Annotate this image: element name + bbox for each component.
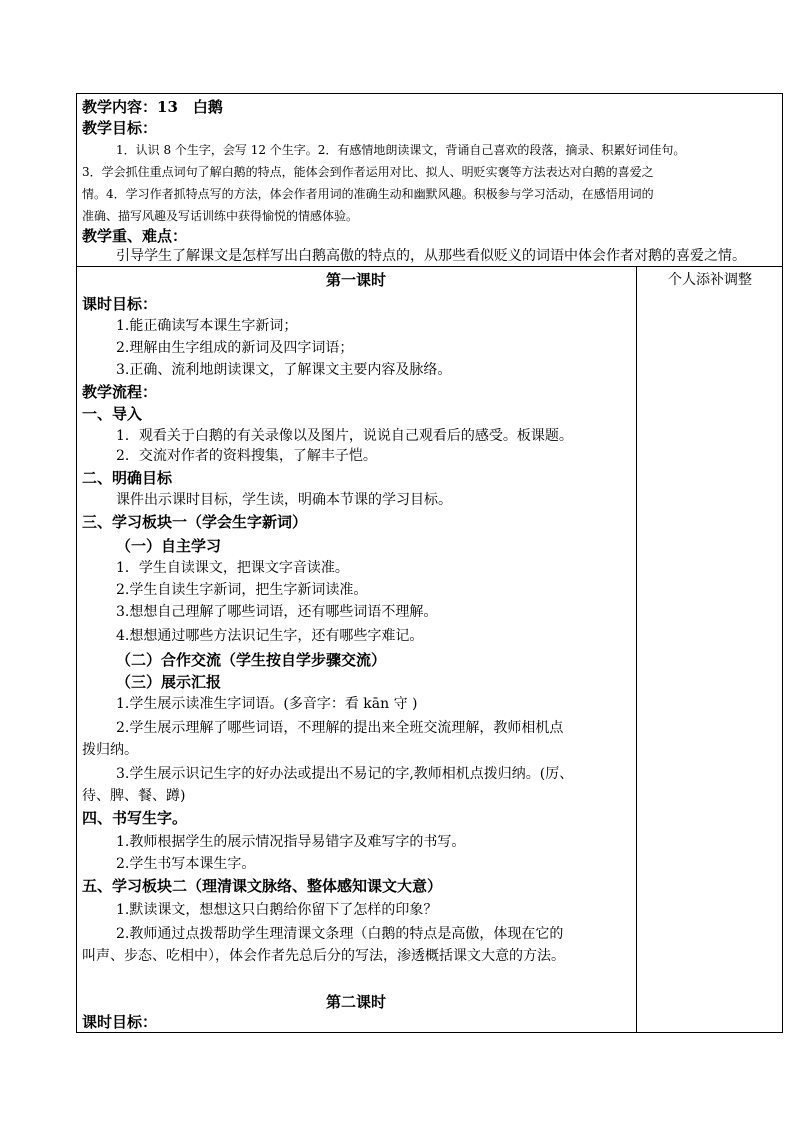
lesson1-goals-heading: 课时目标： [82,295,158,313]
subsection-heading: （二）合作交流（学生按自学步骤交流） [116,651,387,669]
lesson2-goals-heading: 课时目标： [82,1013,158,1031]
lesson1-goal-item: 3.正确、流利地朗读课文，了解课文主要内容及脉络。 [116,362,452,378]
lesson1-title: 第一课时 [325,271,386,289]
subsection-heading: （三）展示汇报 [116,673,222,691]
lesson1-goal-item: 1.能正确读写本课生字新词； [116,318,298,334]
lesson1-goal-item: 2.理解由生字组成的新词及四字词语； [116,340,354,356]
list-item: 1.教师根据学生的展示情况指导易错字及难写字的书写。 [116,834,466,850]
list-item: 2.学生书写本课生字。 [116,856,256,872]
list-item: 2．交流对作者的资料搜集，了解丰子恺。 [116,448,377,464]
goals-text-line: 准确、描写风趣及写话训练中获得愉悦的情感体验。 [82,209,359,223]
goals-text-line: 1．认识 8 个生字，会写 12 个生字。2．有感情地朗读课文，背诵自己喜欢的段落，摘录、积累好词佳句。 [116,143,686,157]
list-item: 2.学生自读生字新词，把生字新词读准。 [116,582,368,598]
list-item-continued: 待、脾、餐、蹲) [82,788,186,804]
list-item: 2.教师通过点拨帮助学生理清课文条理（白鹅的特点是高傲，体现在它的 [116,926,564,942]
goals-text-line: 情。4．学习作者抓特点写的方法，体会作者用词的准确生动和幽默风趣。积极参与学习活动，在感悟用词的 [82,187,654,201]
key-points-heading: 教学重、难点： [82,227,188,245]
content-title: 教学内容：13 白鹅 [82,98,223,116]
process-heading: 教学流程： [82,383,158,401]
list-item: 3.学生展示识记生字的好办法或提出不易记的字,教师相机点拨归纳。(厉、 [116,766,574,782]
list-item-continued: 拨归纳。 [82,742,138,758]
list-item: 1．学生自读课文，把课文字音读准。 [116,560,349,576]
list-item: 4.想想通过哪些方法识记生字，还有哪些字难记。 [116,628,424,644]
section-heading: 一、导入 [82,405,143,423]
goals-text-line: 3．学会抓住重点词句了解白鹅的特点，能体会到作者运用对比、拟人、明贬实褒等方法表达对白鹅的喜爱之 [82,165,654,179]
section-heading: 三、学习板块一（学会生字新词） [82,513,308,531]
section-heading: 二、明确目标 [82,469,173,487]
table-divider-vertical [636,266,637,1033]
list-item: 2.学生展示理解了哪些词语，不理解的提出来全班交流理解，教师相机点 [116,720,564,736]
section-heading: 五、学习板块二（理清课文脉络、整体感知课文大意） [82,877,443,895]
goals-heading: 教学目标： [82,119,158,137]
section-heading: 四、书写生字。 [82,809,188,827]
key-points-text: 引导学生了解课文是怎样写出白鹅高傲的特点的，从那些看似贬义的词语中体会作者对鹅的喜爱之情。 [116,248,746,264]
list-item: 1.默读课文，想想这只白鹅给你留下了怎样的印象？ [116,902,438,918]
list-item-continued: 叫声、步态、吃相中），体会作者先总后分的写法，渗透概括课文大意的方法。 [82,948,565,964]
list-item: 1．观看关于白鹅的有关录像以及图片，说说自己观看后的感受。板课题。 [116,428,573,444]
list-item: 3.想想自己理解了哪些词语，还有哪些词语不理解。 [116,604,438,620]
side-note-label: 个人添补调整 [668,272,752,288]
table-divider-horizontal [76,266,783,267]
subsection-heading: （一）自主学习 [116,537,222,555]
list-item: 1.学生展示读准生字词语。(多音字：看 kān 守 ) [116,696,418,712]
paragraph: 课件出示课时目标，学生读，明确本节课的学习目标。 [116,492,452,508]
lesson2-title: 第二课时 [325,993,386,1011]
